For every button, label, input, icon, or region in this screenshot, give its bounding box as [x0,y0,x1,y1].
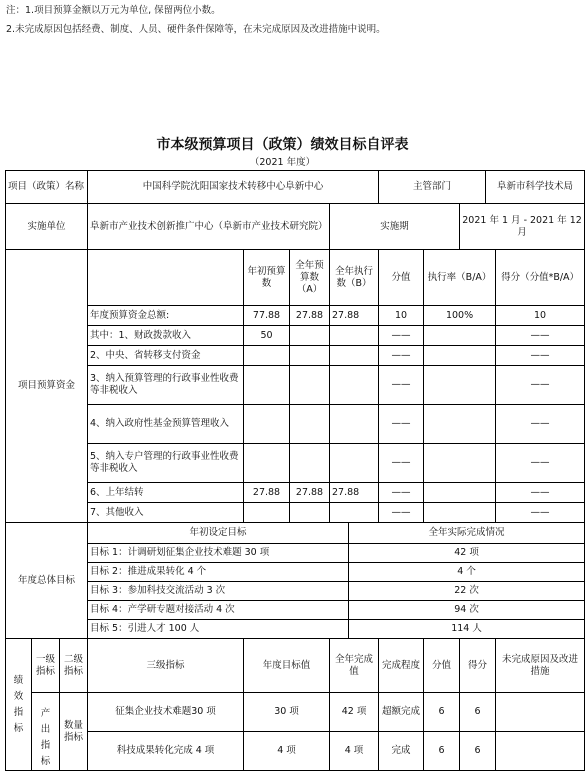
budget-cell [290,326,330,346]
goals-header-target: 年初设定目标 [88,523,349,544]
unit-label: 实施单位 [6,204,88,250]
budget-row-label: 其中：1、财政拨款收入 [88,326,244,346]
evaluation-table [5,170,585,771]
perf-header: 完成程度 [379,639,424,693]
perf-section-cell [6,639,32,771]
budget-cell [330,444,379,483]
goal-target: 目标 4：产学研专题对接活动 4 次 [88,601,349,620]
budget-row-label: 5、纳入专户管理的行政事业性收费等非税收入 [88,444,244,483]
budget-cell: —— [496,366,585,405]
perf-got: 6 [460,693,496,732]
goal-actual: 114 人 [349,620,585,639]
perf-actual-value: 42 项 [330,693,379,732]
budget-cell [424,326,496,346]
page-title: 市本级预算项目（政策）绩效目标自评表 [156,137,409,153]
budget-cell [290,405,330,444]
perf-degree: 完成 [379,732,424,771]
budget-cell [330,326,379,346]
perf-actual-value: 4 项 [330,732,379,771]
budget-row-label: 2、中央、省转移支付资金 [88,346,244,366]
budget-cell: 27.88 [244,483,290,503]
budget-cell [330,346,379,366]
budget-cell: —— [379,346,424,366]
perf-indicator-name: 征集企业技术难题30 项 [88,693,244,732]
perf-header: 二级指标 [60,639,88,693]
goals-header-actual: 全年实际完成情况 [349,523,585,544]
budget-header: 分值 [379,250,424,306]
perf-header: 一级指标 [32,639,60,693]
perf-header: 三级指标 [88,639,244,693]
budget-header: 年初预算数 [244,250,290,306]
goal-actual: 94 次 [349,601,585,620]
note-line-2: 2.未完成原因包括经费、制度、人员、硬件条件保障等，在未完成原因及改进措施中说明。 [6,24,386,35]
budget-cell [424,366,496,405]
budget-cell [244,444,290,483]
perf-target-value: 4 项 [244,732,330,771]
budget-header-blank [88,250,244,306]
budget-cell [424,503,496,523]
project-name-label: 项目（政策）名称 [6,171,88,204]
perf-level1-label: 产出指标 [40,708,51,767]
project-name-value: 中国科学院沈阳国家技术转移中心阜新中心 [88,171,379,204]
perf-header: 全年完成值 [330,639,379,693]
budget-header: 得分（分值*B/A） [496,250,585,306]
perf-header: 得分 [460,639,496,693]
budget-row-label: 4、纳入政府性基金预算管理收入 [88,405,244,444]
budget-cell: —— [379,326,424,346]
perf-score: 6 [424,732,460,771]
budget-cell: 10 [379,306,424,326]
budget-cell: —— [496,405,585,444]
goal-target: 目标 3：参加科技交流活动 3 次 [88,582,349,601]
perf-header: 年度目标值 [244,639,330,693]
perf-got: 6 [460,732,496,771]
goals-section-label: 年度总体目标 [6,523,88,639]
perf-level2-label: 数量指标 [60,693,88,771]
budget-header: 全年预算数（A） [290,250,330,306]
budget-cell [424,346,496,366]
perf-header: 分值 [424,639,460,693]
unit-value: 阜新市产业技术创新推广中心（阜新市产业技术研究院） [88,204,330,250]
budget-cell [290,503,330,523]
budget-header: 执行率（B/A） [424,250,496,306]
goal-target: 目标 1：计调研划征集企业技术难题 30 项 [88,544,349,563]
budget-cell: —— [379,503,424,523]
budget-header: 全年执行数（B） [330,250,379,306]
note-line-1: 注：1.项目预算金额以万元为单位, 保留两位小数。 [6,5,221,16]
budget-cell [330,503,379,523]
dept-label: 主管部门 [379,171,486,204]
budget-cell [244,366,290,405]
budget-row-label: 6、上年结转 [88,483,244,503]
perf-header: 未完成原因及改进措施 [496,639,585,693]
budget-cell [424,444,496,483]
budget-cell [290,346,330,366]
budget-row-label: 3、纳入预算管理的行政事业性收费等非税收入 [88,366,244,405]
budget-cell: —— [496,444,585,483]
budget-cell [330,366,379,405]
goal-actual: 22 次 [349,582,585,601]
budget-cell: —— [496,483,585,503]
budget-cell: —— [496,326,585,346]
perf-reason [496,732,585,771]
budget-section-label: 项目预算资金 [6,250,88,523]
perf-level1-cell [32,693,60,771]
perf-target-value: 30 项 [244,693,330,732]
perf-degree: 超额完成 [379,693,424,732]
budget-cell: —— [379,366,424,405]
budget-cell: —— [496,346,585,366]
budget-cell [424,405,496,444]
page-subtitle: （2021 年度） [249,157,316,168]
budget-cell: 27.88 [290,483,330,503]
budget-cell: —— [496,503,585,523]
budget-cell [330,405,379,444]
perf-indicator-name: 科技成果转化完成 4 项 [88,732,244,771]
goal-target: 目标 5：引进人才 100 人 [88,620,349,639]
dept-value: 阜新市科学技术局 [486,171,585,204]
budget-cell: 50 [244,326,290,346]
period-value: 2021 年 1 月 - 2021 年 12 月 [460,204,585,250]
budget-row-label: 7、其他收入 [88,503,244,523]
budget-cell [244,346,290,366]
perf-score: 6 [424,693,460,732]
budget-cell: 27.88 [330,483,379,503]
budget-cell: 27.88 [330,306,379,326]
budget-cell [290,366,330,405]
goal-target: 目标 2：推进成果转化 4 个 [88,563,349,582]
budget-cell: 100% [424,306,496,326]
period-label: 实施期 [330,204,460,250]
goal-actual: 42 项 [349,544,585,563]
perf-reason [496,693,585,732]
budget-cell: 77.88 [244,306,290,326]
budget-cell: 10 [496,306,585,326]
perf-section-label: 绩效指标 [13,674,24,734]
budget-cell [244,405,290,444]
budget-cell: 27.88 [290,306,330,326]
budget-cell: —— [379,405,424,444]
budget-cell [290,444,330,483]
budget-cell: —— [379,444,424,483]
budget-cell [424,483,496,503]
budget-cell [244,503,290,523]
budget-cell: —— [379,483,424,503]
budget-row-label: 年度预算资金总额: [88,306,244,326]
goal-actual: 4 个 [349,563,585,582]
